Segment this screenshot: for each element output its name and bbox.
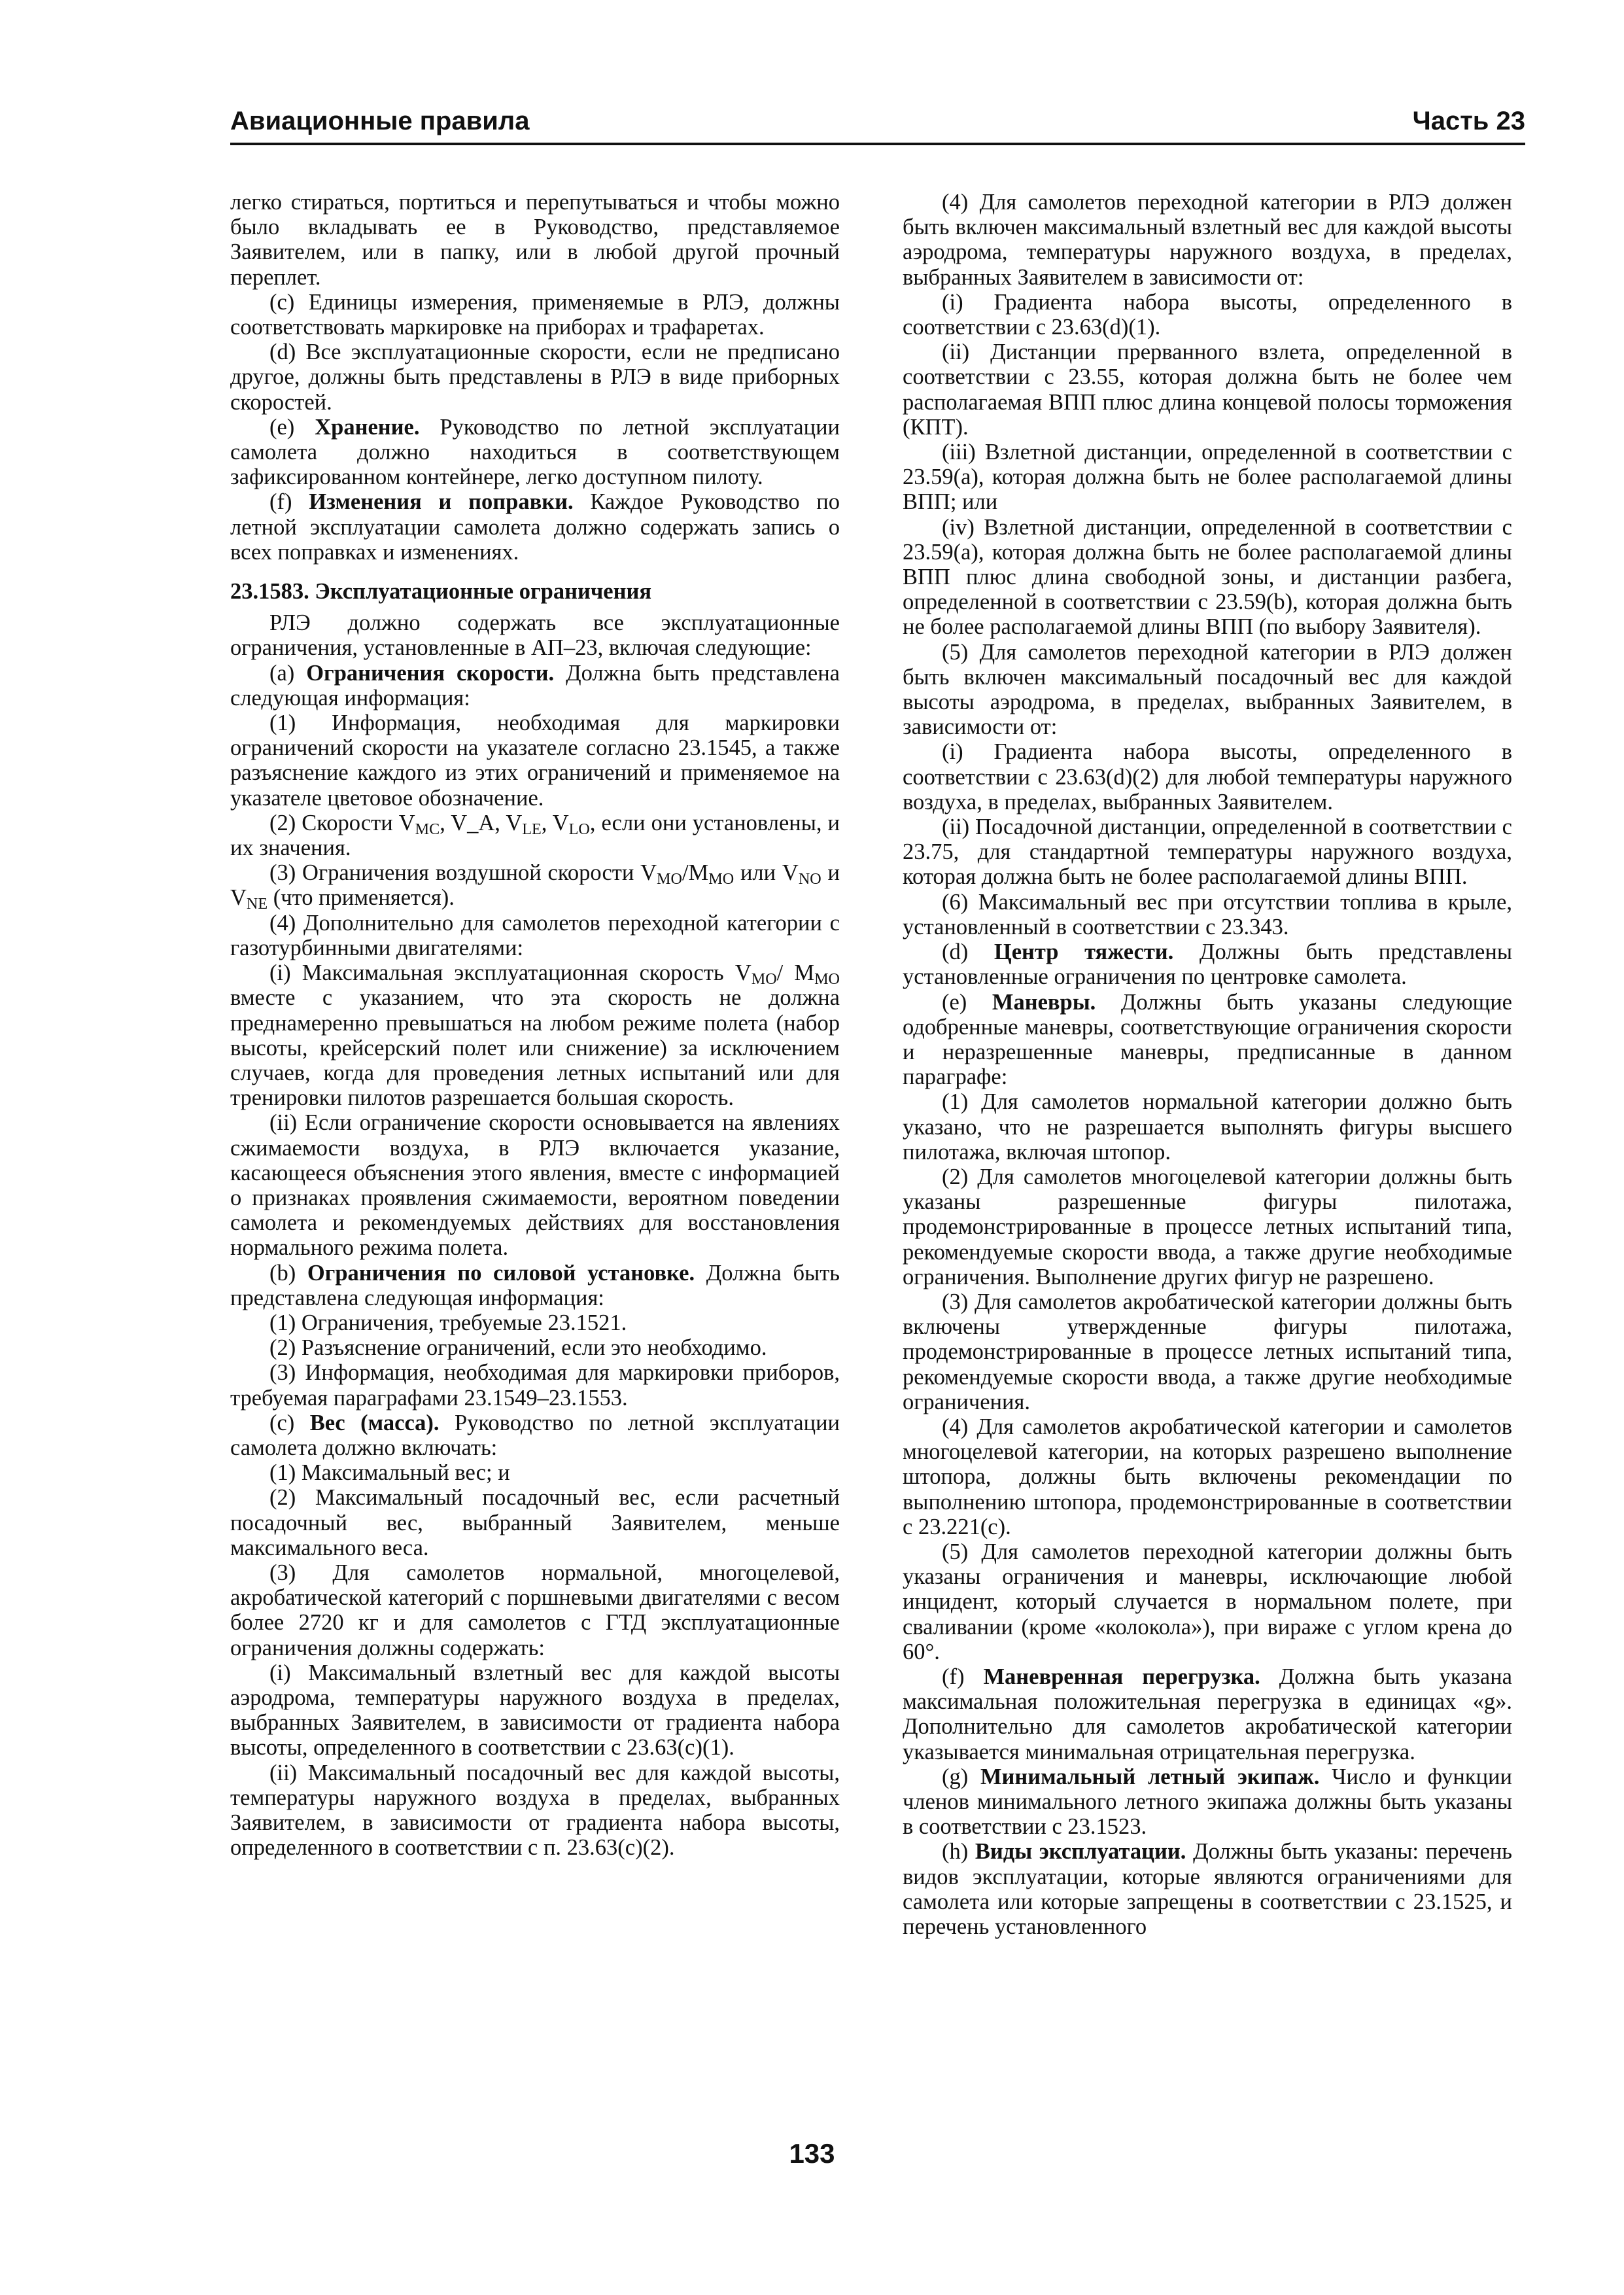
paragraph: (i) Градиента набора высоты, определенного в соответствии с 23.63(d)(2) для любой температуры наружного воздуха, в пределах, выбранных Заявителем. (903, 739, 1512, 815)
paragraph-bold-title: Виды эксплуатации. (975, 1839, 1186, 1865)
paragraph: (e) Хранение. Руководство по летной эксплуатации самолета должно находиться в соответствующем зафиксированном контейнере, легко доступном пилоту. (230, 414, 840, 490)
paragraph: (b) Ограничения по силовой установке. Должна быть представлена следующая информация: (230, 1260, 840, 1310)
paragraph: (2) Для самолетов многоцелевой категории должны быть указаны разрешенные фигуры пилотажа, продемонстрированные в процессе летных испытаний типа, рекомендуемые скорости ввода, а также другие необходимые ограничения. Выполнение других фигур не разрешено. (903, 1164, 1512, 1289)
paragraph: (i) Максимальная эксплуатационная скорость $V_{MO}/$ $M_{MO}$ вместе с указанием, что эта скорость не должна преднамеренно превышаться на любом режиме полета (набор высоты, крейсерский полет или снижение) за исключением случаев, когда для проведения летных испытаний или для тренировки пилотов разрешается большая скорость. (230, 960, 840, 1111)
paragraph: (d) Центр тяжести. Должны быть представлены установленные ограничения по центровке самолета. (903, 939, 1513, 990)
header-title: Авиационные правила (230, 107, 530, 135)
paragraph: (6) Максимальный вес при отсутствии топлива в крыле, установленный в соответствии с 23.343. (903, 889, 1512, 939)
paragraph: РЛЭ должно содержать все эксплуатационные ограничения, установленные в АП–23, включая следующие: (230, 610, 840, 661)
paragraph-bold-title: Центр тяжести. (993, 939, 1174, 965)
paragraph: (4) Для самолетов переходной категории в РЛЭ должен быть включен максимальный взлетный вес для каждой высоты аэродрома, температуры наружного воздуха, в пределах, выбранных Заявителем в зависимости от: (903, 190, 1512, 290)
paragraph: (f) Маневренная перегрузка. Должна быть указана максимальная положительная перегрузка в единицах «g». Дополнительно для самолетов акробатической категории указывается минимальная отрицательная перегрузка. (903, 1664, 1512, 1764)
paragraph: (f) Изменения и поправки. Каждое Руководство по летной эксплуатации самолета должно содержать запись о всех поправках и изменениях. (230, 489, 840, 565)
paragraph: (3) Для самолетов акробатической категории должны быть включены утвержденные фигуры пилотажа, продемонстрированные в процессе летных испытаний типа, рекомендуемые скорости ввода, а также другие необходимые ограничения. (903, 1289, 1512, 1414)
paragraph: (ii) Посадочной дистанции, определенной в соответствии с 23.75, для стандартной температуры наружного воздуха, которая должна быть не более располагаемой длины ВПП. (903, 815, 1512, 890)
paragraph: (c) Вес (масса). Руководство по летной эксплуатации самолета должно включать: (230, 1410, 840, 1460)
paragraph: (2) Скорости $V_{MC}$, V_A, $V_{LE}$, $V_{LO}$, если они установлены, и их значения. (230, 810, 840, 861)
paragraph: (a) Ограничения скорости. Должна быть представлена следующая информация: (230, 660, 840, 710)
paragraph: (2) Максимальный посадочный вес, если расчетный посадочный вес, выбранный Заявителем, меньше максимального веса. (230, 1485, 840, 1560)
paragraph: (1) Ограничения, требуемые 23.1521. (269, 1310, 627, 1335)
paragraph: (1) Для самолетов нормальной категории должно быть указано, что не разрешается выполнять фигуры высшего пилотажа, включая штопор. (903, 1089, 1512, 1165)
paragraph: (4) Дополнительно для самолетов переходной категории с газотурбинными двигателями: (230, 910, 840, 960)
page-number: 133 (789, 2138, 835, 2169)
paragraph-bold-title: Маневренная перегрузка. (983, 1664, 1260, 1689)
paragraph: (3) Для самолетов нормальной, многоцелевой, акробатической категорий с поршневыми двигателями с весом более 2720 кг и для самолетов с ГТД эксплуатационные ограничения должны содержать: (230, 1560, 840, 1660)
paragraph-bold-title: Хранение. (315, 414, 420, 440)
paragraph-bold-title: Ограничения по силовой установке. (307, 1260, 695, 1286)
paragraph: (4) Для самолетов акробатической категории и самолетов многоцелевой категории, на которых разрешено выполнение штопора, должны быть включены рекомендации по выполнению штопора, продемонстрированные в соответствии с 23.221(c). (903, 1414, 1512, 1539)
paragraph: (ii) Если ограничение скорости основывается на явлениях сжимаемости воздуха, в РЛЭ включается указание, касающееся объяснения этого явления, вместе с информацией о признаках проявления сжимаемости, вероятном поведении самолета и рекомендуемых действиях для восстановления нормального режима полета. (230, 1110, 840, 1261)
paragraph: (1) Информация, необходимая для маркировки ограничений скорости на указателе согласно 23.1545, а также разъяснение каждого из этих ограничений и применяемое на указателе цветовое обозначение. (230, 710, 840, 811)
paragraph-bold-title: Минимальный летный экипаж. (980, 1764, 1320, 1789)
header-part: Часть 23 (1412, 107, 1525, 135)
paragraph: (d) Все эксплуатационные скорости, если не предписано другое, должны быть представлены в РЛЭ в виде приборных скоростей. (230, 340, 840, 415)
paragraph-bold-title: Вес (масса). (309, 1410, 440, 1435)
paragraph: (ii) Дистанции прерванного взлета, определенной в соответствии с 23.55, которая должна быть не более чем располагаемая ВПП плюс длина концевой полосы торможения (КПТ). (903, 340, 1512, 440)
paragraph: (3) Ограничения воздушной скорости $V_{MO}/M_{MO}$ или $V_{NO}$ и $V_{NE}$ (что применяется). (230, 860, 840, 913)
paragraph: (h) Виды эксплуатации. Должны быть указаны: перечень видов эксплуатации, которые являются ограничениями для самолета или которые запрещены в соответствии с 23.1525, и перечень установленного (903, 1839, 1512, 1940)
right-text-column (903, 190, 1512, 1939)
paragraph: (e) Маневры. Должны быть указаны следующие одобренные маневры, соответствующие ограничения скорости и неразрешенные маневры, предписанные в данном параграфе: (903, 989, 1512, 1090)
section-heading: 23.1583. Эксплуатационные ограничения (230, 579, 652, 604)
paragraph: (i) Максимальный взлетный вес для каждой высоты аэродрома, температуры наружного воздуха в пределах, выбранных Заявителем, в зависимости от градиента набора высоты, определенного в соответствии с 23.63(c)(1). (230, 1660, 840, 1761)
paragraph: (c) Единицы измерения, применяемые в РЛЭ, должны соответствовать маркировке на приборах и трафаретах. (230, 289, 840, 340)
paragraph: (i) Градиента набора высоты, определенного в соответствии с 23.63(d)(1). (903, 289, 1512, 340)
left-text-column (230, 190, 840, 1860)
paragraph: (1) Максимальный вес; и (269, 1460, 510, 1486)
paragraph: (g) Минимальный летный экипаж. Число и функции членов минимального летного экипажа должны быть указаны в соответствии с 23.1523. (903, 1764, 1512, 1840)
paragraph: (ii) Максимальный посадочный вес для каждой высоты, температуры наружного воздуха в пределах, выбранных Заявителем, в зависимости от градиента набора высоты, определенного в соответствии с п. 23.63(c)(2). (230, 1760, 840, 1861)
paragraph-bold-title: Изменения и поправки. (309, 489, 574, 515)
paragraph-bold-title: Маневры. (992, 989, 1096, 1015)
running-header (230, 99, 1525, 145)
paragraph: (3) Информация, необходимая для маркировки приборов, требуемая параграфами 23.1549–23.1553. (230, 1360, 840, 1410)
paragraph: (5) Для самолетов переходной категории должны быть указаны ограничения и маневры, исключающие любой инцидент, который случается в нормальном полете, при сваливании (кроме «колокола»), при вираже с углом крена до 60°. (903, 1539, 1512, 1664)
paragraph: легко стираться, портиться и перепутываться и чтобы можно было вкладывать ее в Руководство, представляемое Заявителем, или в папку, или в любой другой прочный переплет. (230, 190, 840, 290)
paragraph: (iv) Взлетной дистанции, определенной в соответствии с 23.59(a), которая должна быть не более располагаемой длины ВПП плюс длина свободной зоны, и дистанции разбега, определенной в соответствии с 23.59(b), которая должна быть не более располагаемой длины ВПП (по выбору Заявителя). (903, 514, 1512, 640)
paragraph: (5) Для самолетов переходной категории в РЛЭ должен быть включен максимальный посадочный вес для каждой высоты аэродрома, в пределах, выбранных Заявителем, в зависимости от: (903, 639, 1512, 740)
paragraph: (2) Разъяснение ограничений, если это необходимо. (269, 1335, 767, 1361)
paragraph-bold-title: Ограничения скорости. (306, 660, 555, 686)
paragraph: (iii) Взлетной дистанции, определенной в соответствии с 23.59(a), которая должна быть не более располагаемой длины ВПП; или (903, 440, 1512, 515)
